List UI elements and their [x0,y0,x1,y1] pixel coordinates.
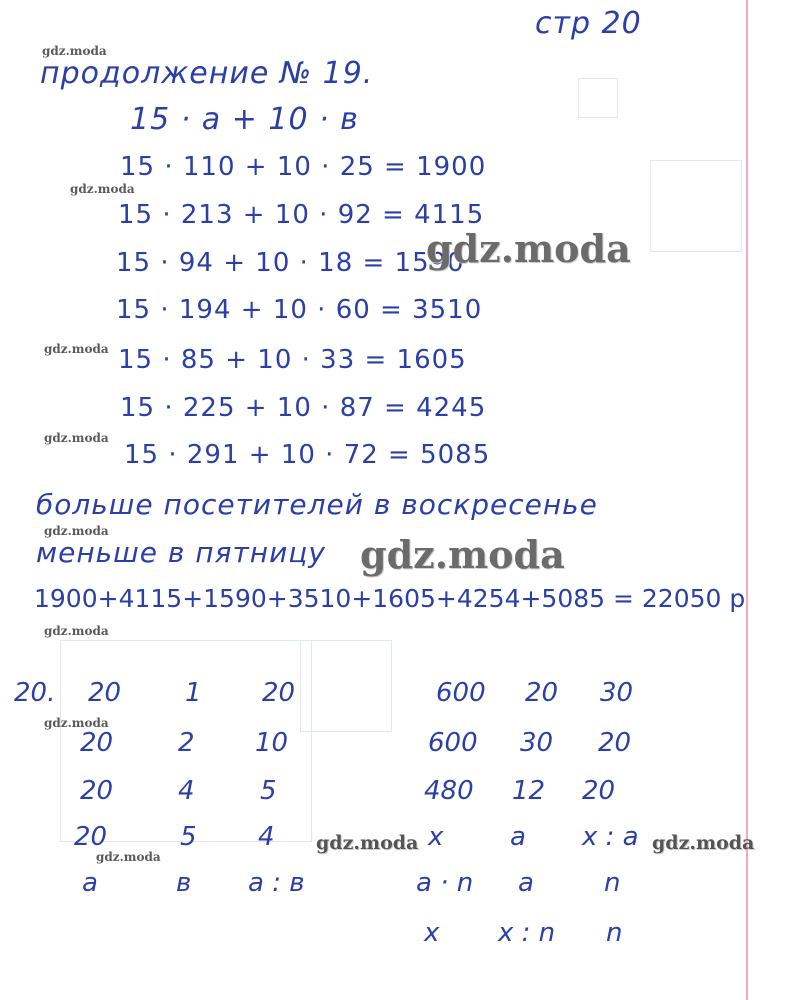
conclusion-more: больше посетителей в воскресенье [36,488,598,521]
table-right-cell: 30 [520,728,554,758]
watermark: gdz.moda [96,850,161,864]
conclusion-less: меньше в пятницу [36,536,326,569]
table-right-cell: x : a [582,822,639,852]
table-right-cell: a [518,868,534,898]
total-sum: 1900+4115+1590+3510+1605+4254+5085 = 22050 р [34,584,746,613]
equation-1: 15 · 110 + 10 · 25 = 1900 [120,152,487,182]
grid-decoration [300,640,392,732]
watermark: gdz.moda [44,524,109,538]
watermark: gdz.moda [44,431,109,445]
table-right-cell: a [510,822,526,852]
page-number-label: стр 20 [535,6,642,41]
table-left-cell: 20 [88,678,122,708]
watermark: gdz.moda [316,832,419,854]
grid-decoration [650,160,742,252]
table-left-cell: a [82,868,98,898]
equation-7: 15 · 291 + 10 · 72 = 5085 [124,440,491,470]
table-right-cell: n [604,868,621,898]
grid-decoration [578,78,618,118]
formula: 15 · a + 10 · в [130,102,359,137]
table-right-cell: 12 [512,776,546,806]
table-right-cell: a · n [416,868,474,898]
table-left-cell: 4 [258,822,275,852]
table-left-cell: 20 [80,728,114,758]
table-right-cell: 480 [424,776,474,806]
table-left-cell: 4 [178,776,195,806]
equation-4: 15 · 194 + 10 · 60 = 3510 [116,295,483,325]
watermark: gdz.moda [426,226,631,271]
table-right-cell: 30 [600,678,634,708]
watermark: gdz.moda [42,44,107,58]
watermark: gdz.moda [44,716,109,730]
watermark: gdz.moda [44,342,109,356]
table-left-cell: в [176,868,192,898]
exercise-title: продолжение № 19. [40,56,374,91]
watermark: gdz.moda [44,624,109,638]
equation-2: 15 · 213 + 10 · 92 = 4115 [118,200,485,230]
table-left-cell: 5 [180,822,197,852]
watermark: gdz.moda [652,832,755,854]
table-left-cell: 10 [255,728,289,758]
table-right-cell: 20 [598,728,632,758]
table-left-cell: 20 [80,776,114,806]
task-number-20: 20. [14,678,56,708]
equation-5: 15 · 85 + 10 · 33 = 1605 [118,345,467,375]
table-left-cell: a : в [248,868,305,898]
table-left-cell: 20 [262,678,296,708]
table-right-cell: 600 [436,678,486,708]
table-left-cell: 20 [74,822,108,852]
table-left-cell: 1 [185,678,202,708]
table-right-cell: 20 [525,678,559,708]
table-right-cell: 20 [582,776,616,806]
equation-6: 15 · 225 + 10 · 87 = 4245 [120,393,487,423]
watermark: gdz.moda [70,182,135,196]
equation-3: 15 · 94 + 10 · 18 = 1590 [116,248,465,278]
table-right-cell: n [606,918,623,948]
table-right-cell: 600 [428,728,478,758]
table-left-cell: 5 [260,776,277,806]
table-right-cell: x [424,918,440,948]
table-right-cell: x [428,822,444,852]
table-left-cell: 2 [178,728,195,758]
watermark: gdz.moda [360,532,565,577]
table-right-cell: x : n [498,918,556,948]
